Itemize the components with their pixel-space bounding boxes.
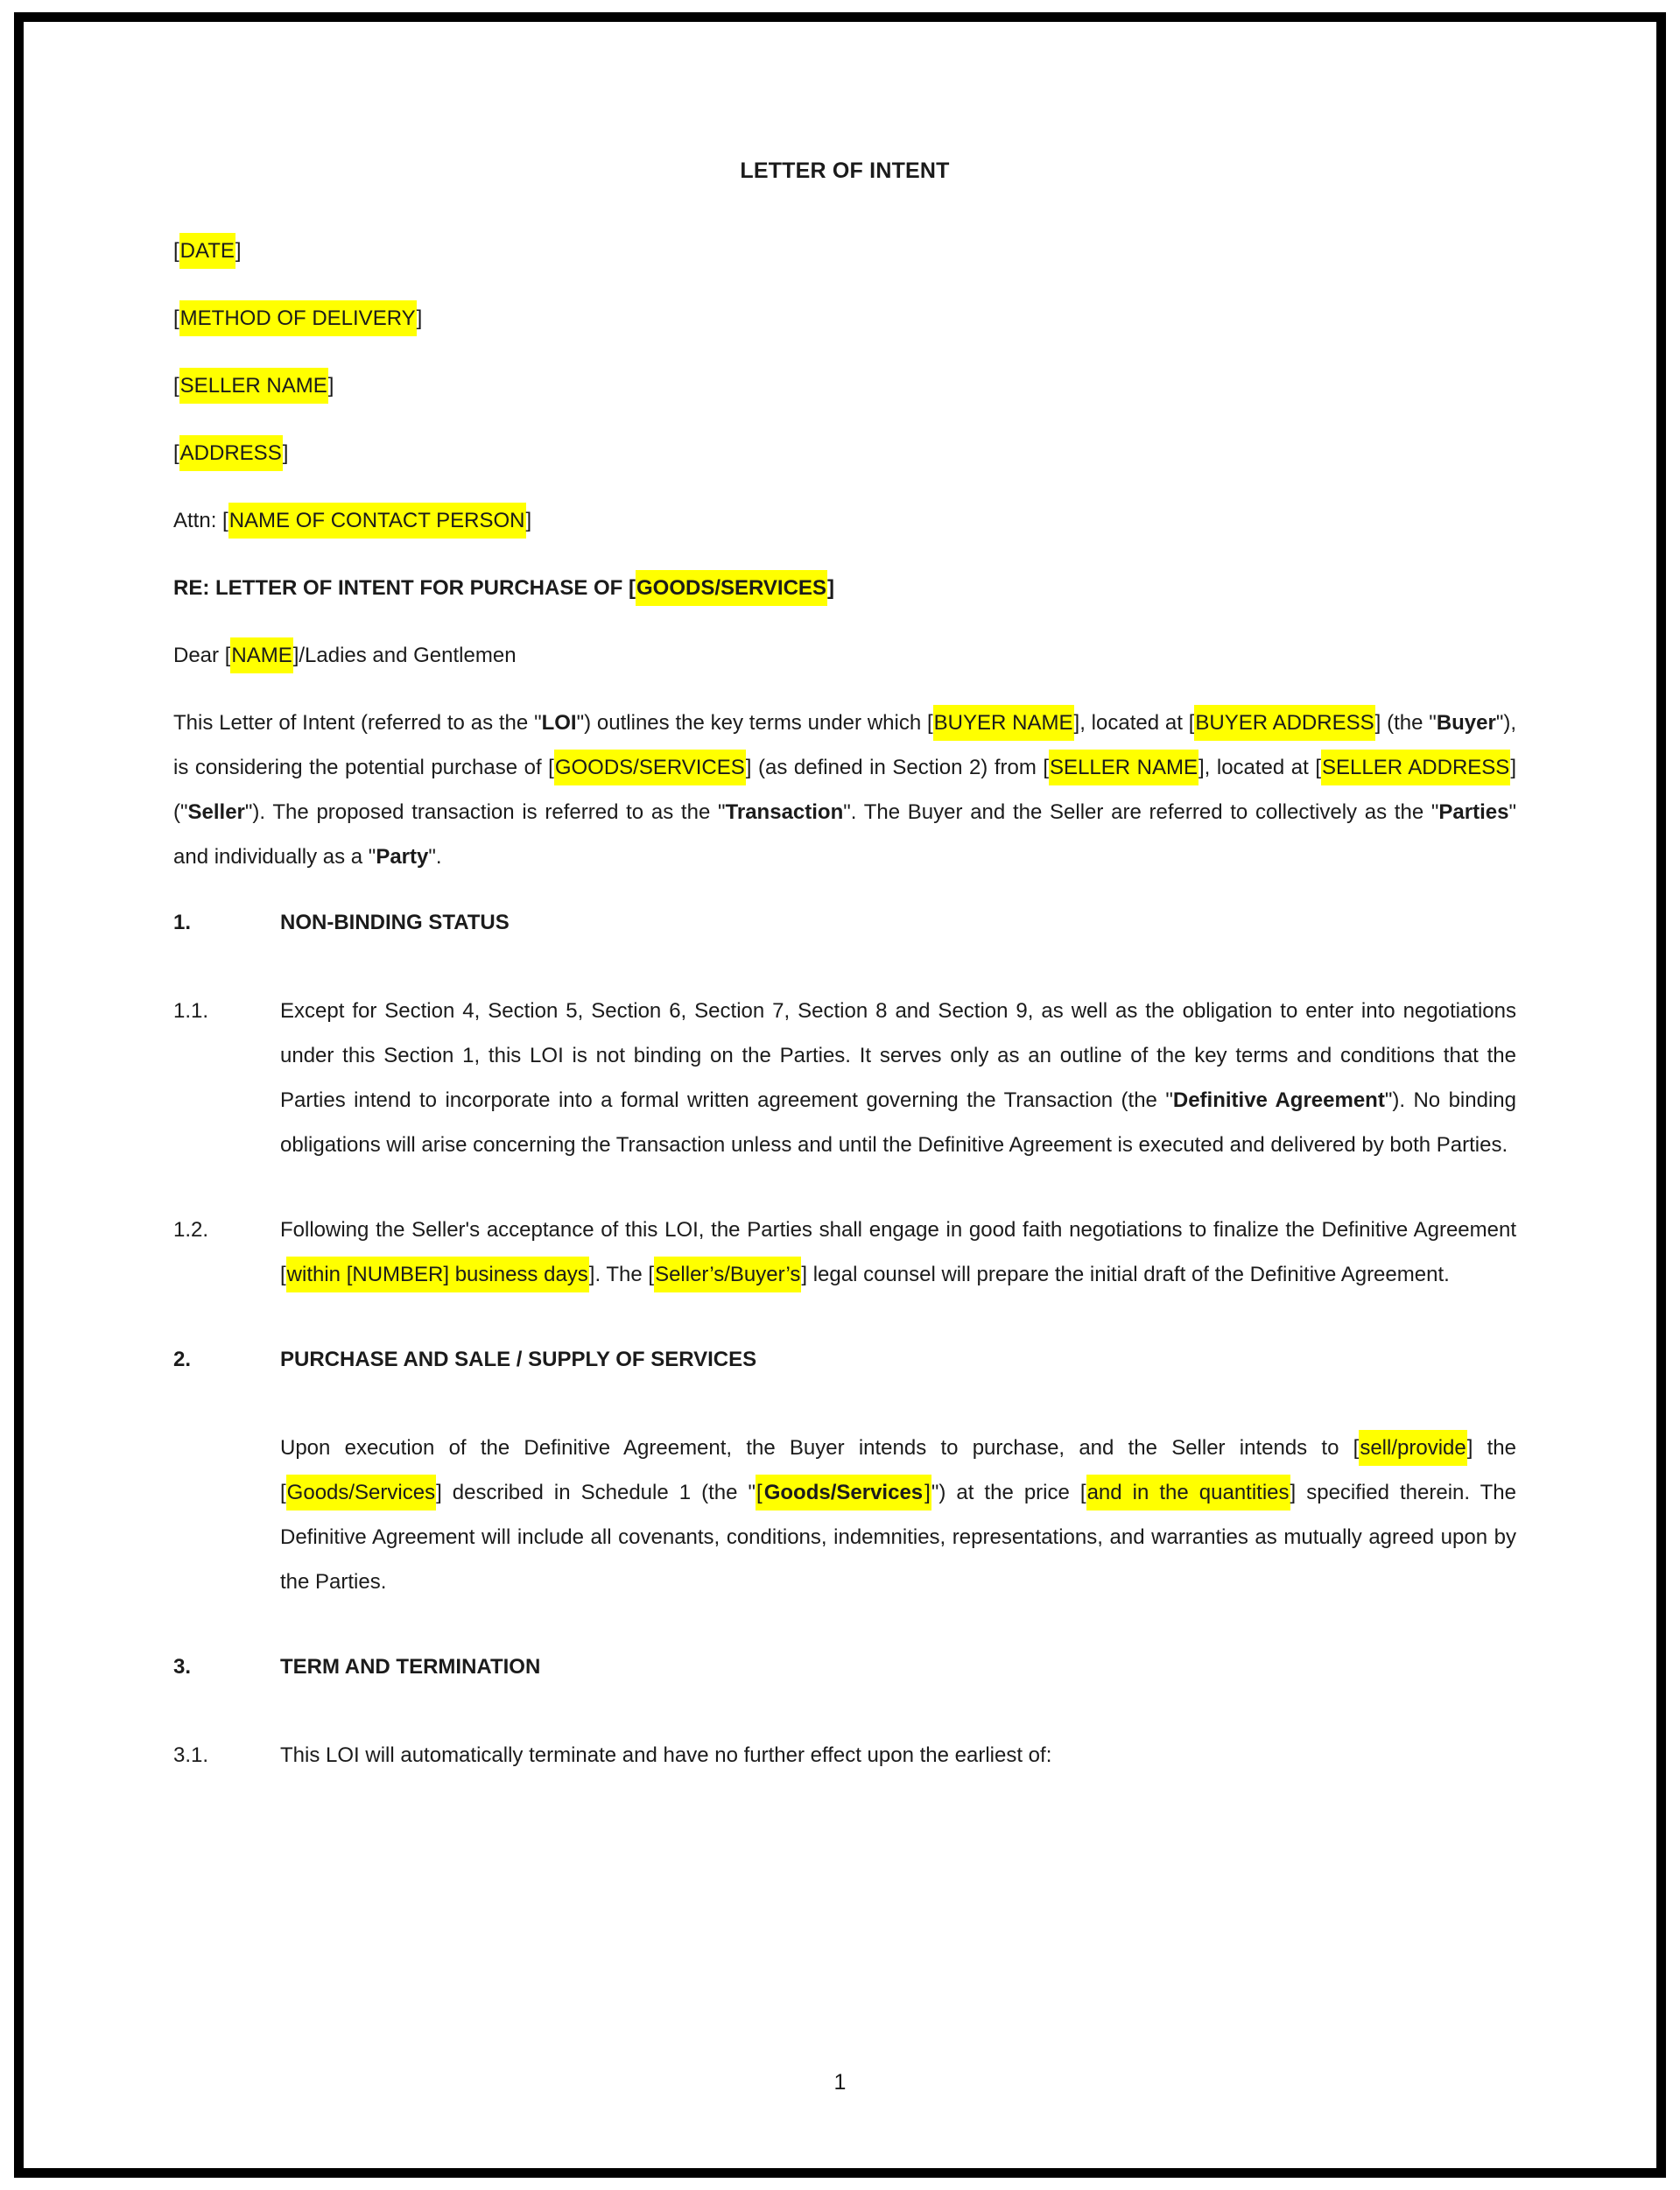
text-segment: [: [173, 239, 179, 263]
clause-2-body: [280, 1426, 1516, 1604]
text-segment: ] legal counsel will prepare the initial draft of the Definitive Agreement.: [801, 1263, 1450, 1286]
text-segment: ]: [416, 306, 423, 330]
text-segment: ") outlines the key terms under which [: [576, 711, 933, 735]
text-segment: This Letter of Intent (referred to as the ": [173, 711, 542, 735]
placeholder-highlight: METHOD OF DELIVERY: [179, 300, 417, 336]
placeholder-highlight: sell/provide: [1359, 1430, 1466, 1466]
text-segment: " and individually as a ": [173, 800, 1516, 869]
text-segment: Seller: [187, 800, 245, 824]
clause-1-1-text: [280, 989, 1516, 1167]
placeholder-highlight: within [NUMBER] business days: [286, 1257, 589, 1292]
text-segment: [: [173, 374, 179, 398]
placeholder-highlight: and in the quantities: [1086, 1475, 1290, 1510]
clause-1-2-text: [280, 1208, 1516, 1297]
placeholder-highlight: NAME OF CONTACT PERSON: [228, 503, 526, 539]
placeholder-highlight: SELLER NAME: [179, 368, 328, 404]
salutation-line: [173, 633, 1516, 678]
placeholder-highlight: Goods/Services: [286, 1475, 436, 1510]
page-number: 1: [833, 2070, 847, 2095]
text-segment: ] (as defined in Section 2) from [: [745, 756, 1050, 779]
section-3-number: 3.: [173, 1655, 192, 1679]
method-of-delivery-line: [173, 296, 1516, 341]
date-line: [173, 229, 1516, 273]
text-segment: [: [173, 441, 179, 465]
section-1-title: NON-BINDING STATUS: [280, 911, 510, 934]
text-segment: "), is considering the potential purchase of [: [173, 711, 1517, 779]
text-segment: Parties: [1438, 800, 1509, 824]
clause-3-1-text: [280, 1733, 1516, 1778]
section-1-heading: [173, 900, 1516, 945]
text-segment: ] (": [173, 756, 1516, 824]
text-segment: ]: [327, 374, 334, 398]
text-segment: This LOI will automatically terminate and have no further effect upon the earliest of:: [280, 1743, 1052, 1767]
clause-1-2: [173, 1208, 1516, 1297]
text-segment: ] described in Schedule 1 (the ": [436, 1481, 756, 1504]
text-segment: Party: [376, 845, 429, 869]
text-segment: ]: [282, 441, 289, 465]
text-segment: "). No binding obligations will arise concerning the Transaction unless and until the Definitive Agreement is executed and delivered by both Parties.: [280, 1088, 1516, 1157]
text-segment: ], located at [: [1198, 756, 1322, 779]
seller-name-line: [173, 363, 1516, 408]
placeholder-highlight: Seller’s/Buyer’s: [654, 1257, 801, 1292]
text-segment: ") at the price [: [931, 1481, 1086, 1504]
section-1-number: 1.: [173, 911, 192, 934]
text-segment: ]/Ladies and Gentlemen: [292, 644, 517, 667]
text-segment: Except for Section 4, Section 5, Section 6, Section 7, Section 8 and Section 9, as well as the obligation to enter into negotiations under this Section 1, this LOI is not binding on the Parties. It serves only as an outline of the key terms and conditions that the Parties intend to incorporate into a formal written agreement governing the Transaction (the ": [280, 999, 1516, 1112]
text-segment: Following the Seller's acceptance of this LOI, the Parties shall engage in good faith negotiations to finalize the Definitive Agreement [: [280, 1218, 1516, 1286]
placeholder-highlight: GOODS/SERVICES: [554, 750, 746, 785]
text-segment: ]: [235, 239, 242, 263]
address-line: [173, 431, 1516, 475]
clause-3-1-number: 3.1.: [173, 1743, 209, 1767]
attention-line: [173, 498, 1516, 543]
re-subject-line: [173, 566, 1516, 610]
placeholder-highlight: DATE: [179, 233, 235, 269]
section-3-title: TERM AND TERMINATION: [280, 1655, 541, 1679]
clause-2-text: [280, 1426, 1516, 1604]
placeholder-highlight: BUYER ADDRESS: [1194, 705, 1374, 741]
text-segment: ] specified therein. The Definitive Agreement will include all covenants, conditions, indemnities, representations, and warranties as mutually agreed upon by the Parties.: [280, 1481, 1517, 1594]
document-content: [173, 0, 1516, 1818]
text-segment: ], located at [: [1073, 711, 1195, 735]
text-segment: ]: [525, 509, 532, 532]
text-segment: Upon execution of the Definitive Agreement, the Buyer intends to purchase, and the Seller intends to [: [280, 1436, 1360, 1460]
placeholder-highlight: ADDRESS: [179, 435, 283, 471]
text-segment: Dear [: [173, 644, 231, 667]
section-3-heading: [173, 1644, 1516, 1689]
text-segment: Attn: [: [173, 509, 228, 532]
clause-1-1: [173, 989, 1516, 1167]
placeholder-highlight: SELLER NAME: [1049, 750, 1198, 785]
placeholder-highlight: NAME: [230, 637, 292, 673]
clause-1-1-number: 1.1.: [173, 999, 209, 1023]
section-2-heading: [173, 1337, 1516, 1382]
placeholder-highlight: GOODS/SERVICES: [636, 570, 827, 606]
text-segment: ] (the ": [1374, 711, 1437, 735]
text-segment: ]. The [: [588, 1263, 655, 1286]
clause-3-1: [173, 1733, 1516, 1778]
placeholder-highlight: SELLER ADDRESS: [1321, 750, 1510, 785]
text-segment: "). The proposed transaction is referred to as the ": [244, 800, 726, 824]
document-title: LETTER OF INTENT: [740, 158, 950, 183]
section-2-title: PURCHASE AND SALE / SUPPLY OF SERVICES: [280, 1348, 757, 1371]
placeholder-highlight: ]: [924, 1475, 931, 1510]
section-2-number: 2.: [173, 1348, 192, 1371]
placeholder-highlight: Goods/Services: [763, 1475, 924, 1510]
intro-paragraph: [173, 701, 1516, 879]
text-segment: ".: [428, 845, 442, 869]
text-segment: Buyer: [1436, 711, 1496, 735]
text-segment: RE: LETTER OF INTENT FOR PURCHASE OF [: [173, 576, 636, 600]
text-segment: [: [173, 306, 179, 330]
text-segment: ]: [826, 576, 834, 600]
text-segment: LOI: [541, 711, 577, 735]
placeholder-highlight: [: [756, 1475, 763, 1510]
text-segment: Definitive Agreement: [1172, 1088, 1385, 1112]
text-segment: ". The Buyer and the Seller are referred to collectively as the ": [843, 800, 1439, 824]
placeholder-highlight: BUYER NAME: [933, 705, 1074, 741]
text-segment: ] the [: [280, 1436, 1516, 1504]
text-segment: Transaction: [725, 800, 844, 824]
clause-1-2-number: 1.2.: [173, 1218, 209, 1242]
